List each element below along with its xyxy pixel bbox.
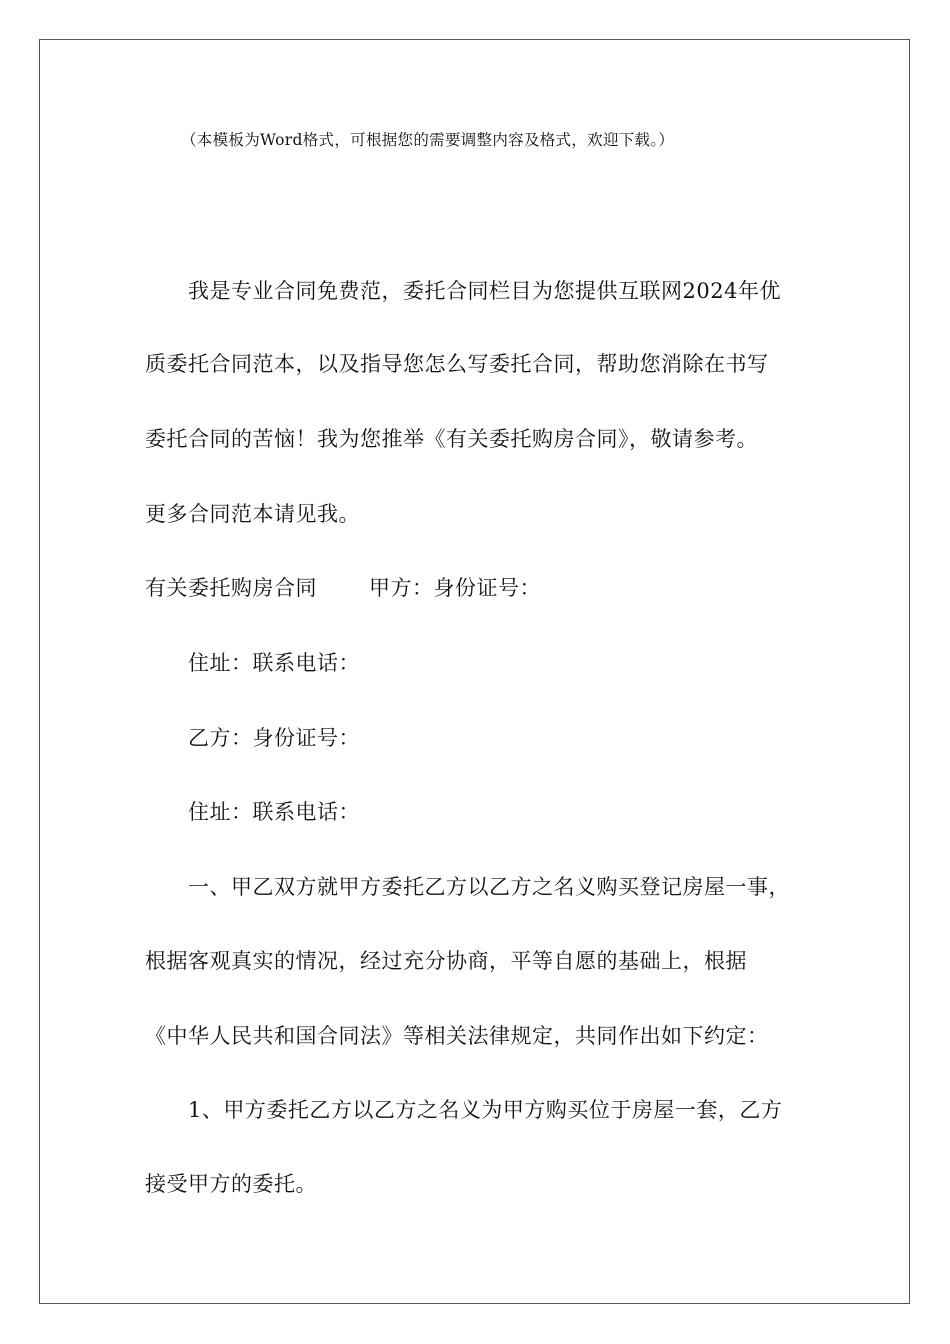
section-1-line-1: 一、甲乙双方就甲方委托乙方以乙方之名义购买登记房屋一事， [188, 875, 790, 899]
party-b-id: 乙方：身份证号： [188, 726, 360, 750]
section-1-line-3: 《中华人民共和国合同法》等相关法律规定，共同作出如下约定： [145, 1024, 769, 1048]
clause-1-line-2: 接受甲方的委托。 [145, 1172, 317, 1196]
section-1-line-2: 根据客观真实的情况，经过充分协商，平等自愿的基础上，根据 [145, 949, 747, 973]
intro-line-1: 我是专业合同免费范，委托合同栏目为您提供互联网2024年优 [188, 279, 781, 303]
template-note: （本模板为Word格式，可根据您的需要调整内容及格式，欢迎下载。） [181, 131, 675, 149]
party-b-contact: 住址：联系电话： [188, 800, 360, 824]
intro-line-3: 委托合同的苦恼！我为您推举《有关委托购房合同》，敬请参考。 [145, 427, 758, 451]
party-a-contact: 住址：联系电话： [188, 651, 360, 675]
intro-line-4: 更多合同范本请见我。 [145, 502, 360, 526]
clause-1-line-1: 1、甲方委托乙方以乙方之名义为甲方购买位于房屋一套，乙方 [188, 1098, 783, 1122]
party-a-id: 甲方：身份证号： [369, 576, 541, 600]
contract-title: 有关委托购房合同 [145, 576, 317, 600]
intro-line-2: 质委托合同范本，以及指导您怎么写委托合同，帮助您消除在书写 [145, 352, 769, 376]
